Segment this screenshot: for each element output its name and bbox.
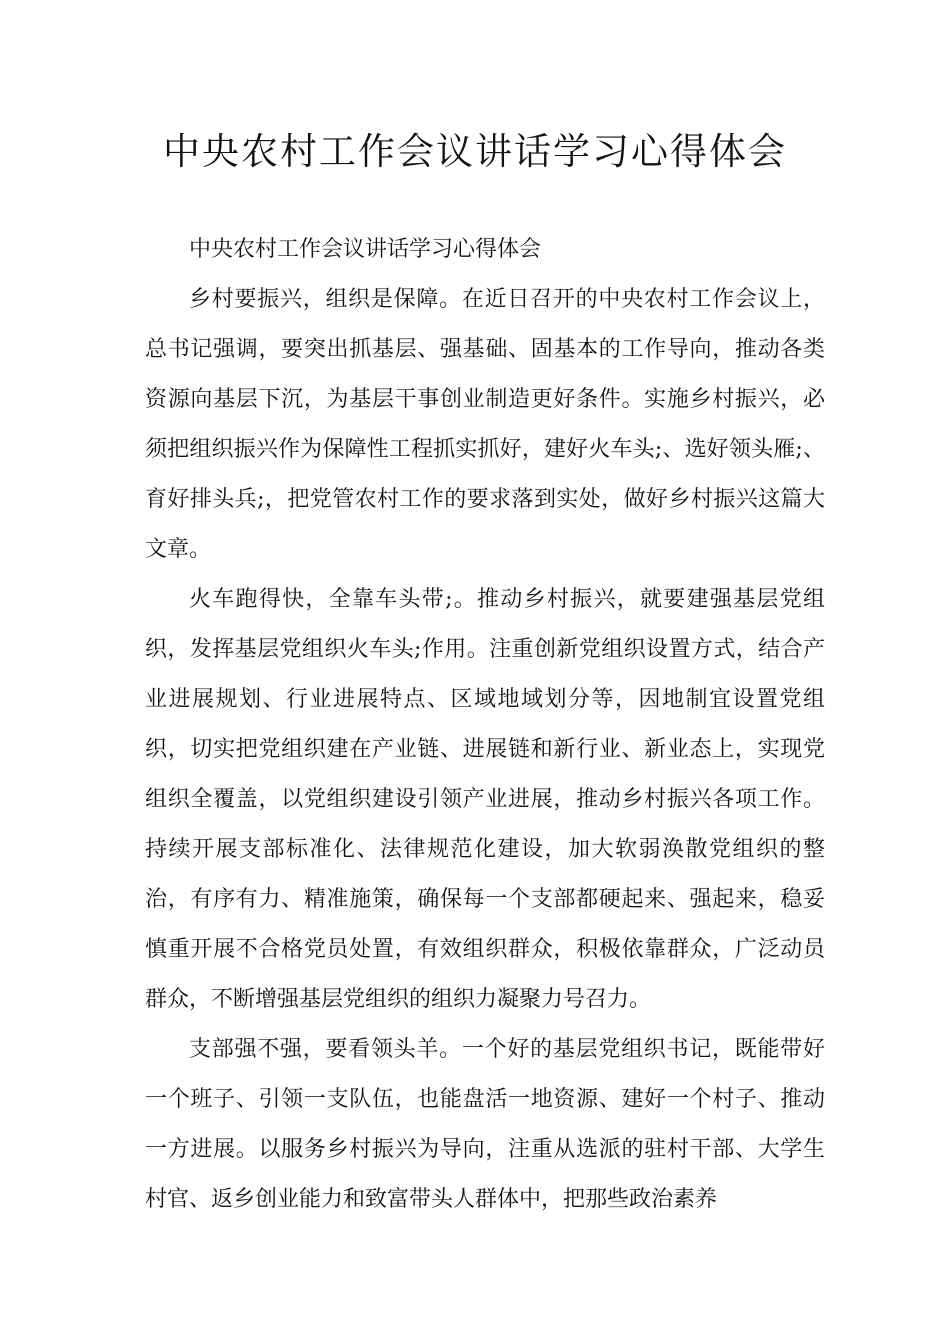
body-paragraph: 火车跑得快，全靠车头带;。推动乡村振兴，就要建强基层党组织，发挥基层党组织火车头;作用。注重创新党组织设置方式，结合产业进展规划、行业进展特点、区域地域划分等，因地制宜设置党组织，切实把党组织建在产业链、进展链和新行业、新业态上，实现党组织全覆盖，以党组织建设引领产业进展，推动乡村振兴各项工作。持续开展支部标准化、法律规范化建设，加大软弱涣散党组织的整治，有序有力、精准施策，确保每一个支部都硬起来、强起来，稳妥慎重开展不合格党员处置，有效组织群众，积极依靠群众，广泛动员群众，不断增强基层党组织的组织力凝聚力号召力。 <box>145 587 825 1012</box>
document-body <box>145 225 825 1225</box>
document-subtitle: 中央农村工作会议讲话学习心得体会 <box>189 237 542 262</box>
body-paragraph: 支部强不强，要看领头羊。一个好的基层党组织书记，既能带好一个班子、引领一支队伍，也能盘活一地资源、建好一个村子、推动一方进展。以服务乡村振兴为导向，注重从选派的驻村干部、大学生村官、返乡创业能力和致富带头人群体中，把那些政治素养 <box>145 1037 825 1212</box>
body-paragraph: 乡村要振兴，组织是保障。在近日召开的中央农村工作会议上，总书记强调，要突出抓基层、强基础、固基本的工作导向，推动各类资源向基层下沉，为基层干事创业制造更好条件。实施乡村振兴，必须把组织振兴作为保障性工程抓实抓好，建好火车头;、选好领头雁;、育好排头兵;，把党管农村工作的要求落到实处，做好乡村振兴这篇大文章。 <box>145 287 825 562</box>
document-title: 中央农村工作会议讲话学习心得体会 <box>163 130 787 173</box>
